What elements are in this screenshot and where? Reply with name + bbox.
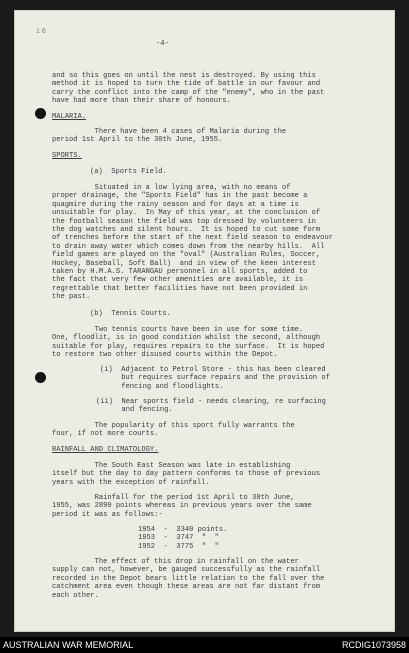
- sports-field-line: the football season the field was top dressed by volunteers in: [52, 217, 316, 226]
- rainfall-line: The South East Season was late in establishing: [52, 462, 291, 470]
- malaria-heading: MALARIA.: [52, 113, 87, 121]
- sports-field-line: quagmire during the rainy season and for days at a time is: [52, 200, 299, 209]
- sports-field-line: regrettable that better facilities have not been provided in: [52, 284, 308, 293]
- rainfall-line: period it was as follows:-: [52, 510, 163, 519]
- tennis-line: to restore two other disused courts within the Depot.: [52, 351, 278, 360]
- sports-field-line: of trenches before the start of the next field season to endeavour: [52, 234, 333, 243]
- popularity-line: four, if not more courts.: [52, 430, 159, 439]
- intro-line: carry the conflict into the camp of the "enemy", who in the past: [52, 88, 325, 97]
- tennis-courts-subheading: (b) Tennis Courts.: [90, 310, 171, 318]
- rainfall-line: recorded in the Depot bears little relation to the fall over the: [52, 574, 325, 583]
- rainfall-line: The effect of this drop in rainfall on the water: [52, 558, 299, 566]
- sports-field-line: the fact that very few other amenities are available, it is: [52, 276, 304, 285]
- rainfall-line: 1955, was 2890 points whereas in previous years over the same: [52, 502, 312, 511]
- rainfall-heading: RAINFALL AND CLIMATOLOGY.: [52, 446, 159, 454]
- rainfall-line: itself but the day to day pattern conforms to those of previous: [52, 470, 321, 479]
- rainfall-table-row: 1953 - 3747 " ": [138, 534, 219, 543]
- intro-line: method it is hoped to turn the tide of battle in our favour and: [52, 80, 321, 89]
- rainfall-line: supply can not, however, be gauged successfully as the rainfall: [52, 566, 321, 575]
- rainfall-line: each other.: [52, 591, 99, 600]
- sports-field-line: taken by H.M.A.S. TARANGAU personnel in all sports, added to: [52, 268, 308, 276]
- sports-field-line: the past.: [52, 293, 91, 302]
- item-ii-line: (ii) Near sports field - needs clearing, re surfacing: [96, 398, 326, 406]
- rainfall-line: catchment area even though these areas are not far distant from: [52, 583, 321, 592]
- item-i-line: but requires surface repairs and the provision of: [100, 374, 330, 383]
- sports-field-subheading: (a) Sports Field.: [90, 168, 167, 176]
- tennis-line: One, floodlit, is in good condition whilst the second, although: [52, 334, 321, 343]
- document-page: [14, 10, 395, 632]
- intro-line: and so this goes on until the nest is destroyed. By using this: [52, 72, 316, 80]
- footer-source: AUSTRALIAN WAR MEMORIAL: [3, 640, 134, 650]
- sports-field-line: to drain away water which comes down from the nearby hills. All: [52, 242, 325, 251]
- item-i-line: fencing and floodlights.: [100, 382, 224, 391]
- rainfall-table-row: 1954 - 3340 points.: [138, 526, 228, 534]
- binder-hole: [35, 372, 46, 383]
- page-number: -4-: [156, 40, 169, 48]
- tennis-line: suitable for play, requires repairs to the surface. It is hoped: [52, 342, 325, 351]
- document-text: [14, 10, 395, 632]
- sports-field-line: proper drainage, the "Sports Field" has in the past become a: [52, 192, 308, 201]
- sports-field-line: the dog watches and silent hours. It is hoped to cut some form: [52, 226, 321, 234]
- binder-hole: [35, 108, 46, 119]
- sports-field-line: Situated in a low lying area, with no means of: [52, 184, 291, 192]
- sports-field-line: Hockey, Baseball, Soft Ball) and in view of the keen interest: [52, 259, 316, 268]
- popularity-line: The popularity of this sport fully warrants the: [52, 422, 295, 430]
- rainfall-table-row: 1952 - 3775 " ": [138, 542, 219, 551]
- item-i-line: (i) Adjacent to Petrol Store - this has been cleared: [100, 366, 326, 374]
- rainfall-line: years with the exception of rainfall.: [52, 478, 210, 487]
- malaria-line: There have been 4 cases of Malaria during the: [52, 128, 287, 136]
- rainfall-line: Rainfall for the period 1st April to 30th June,: [52, 494, 295, 502]
- tennis-line: Two tennis courts have been in use for some time.: [52, 326, 304, 334]
- sports-field-line: field games are played on the "oval" (Australian Rules, Soccer,: [52, 251, 321, 260]
- intro-line: have had more than their share of honours.: [52, 97, 231, 106]
- archive-footer: [0, 637, 409, 653]
- sports-field-line: unsuitable for play. In May of this year, at the conclusion of: [52, 209, 321, 218]
- footer-id: RCDIG1073958: [341, 640, 406, 650]
- malaria-line: period 1st April to the 30th June, 1955.: [52, 136, 223, 145]
- sports-heading: SPORTS.: [52, 152, 82, 160]
- margin-mark: 1 6: [36, 28, 46, 35]
- item-ii-line: and fencing.: [96, 406, 173, 415]
